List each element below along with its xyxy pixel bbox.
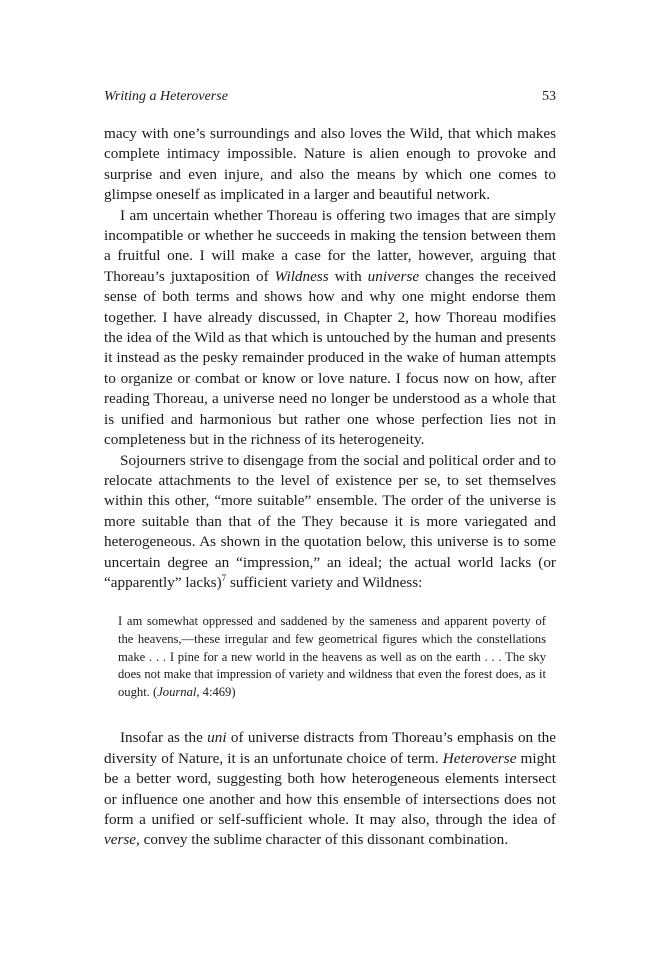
term-uni: uni: [207, 729, 227, 747]
paragraph-3: [104, 451, 556, 594]
paragraph-3-text-b: sufficient variety and Wildness:: [226, 573, 423, 591]
page-number: 53: [542, 89, 556, 104]
paragraph-4: [104, 728, 556, 850]
running-title: Writing a Heteroverse: [104, 89, 228, 104]
footnote-ref[interactable]: 7: [221, 572, 227, 583]
term-universe: universe: [367, 267, 420, 285]
block-quote: [118, 613, 546, 701]
running-head: [104, 88, 556, 106]
paragraph-2-text-b: with: [328, 267, 368, 285]
paragraph-2: [104, 206, 556, 451]
paragraph-2-text-c: changes the received sense of both terms and shows how and why one might endorse them together. I have already discussed, in Chapter 2, how Thoreau modifies the idea of the Wild as that which is untouched by the human and presents it instead as the pesky remainder produced in the wake of human attempts to organize or combat or know or love nature. I focus now on how, after reading Thoreau, a universe need no longer be understood as a whole that is unified and harmonious but rather one whose perfection lies not in completeness but in the richness of its heterogeneity.: [104, 267, 556, 449]
quote-text-b: 4:469): [199, 684, 236, 699]
paragraph-1: macy with one’s surroundings and also loves the Wild, that which makes complete intimacy impossible. Nature is alien enough to provoke and surprise and even injure, and also the means by which one comes to glimpse oneself as implicated in a larger and beautiful network.: [104, 125, 556, 204]
paragraph-4-text-b: of universe distracts from Thoreau’s emphasis on the diversity of Nature, it is an unfortunate choice of term.: [104, 729, 556, 767]
quote-text-a: I am somewhat oppressed and saddened by the sameness and apparent poverty of the heavens,—these irregular and few geometrical figures which the constellations make . . . I pine for a new world in the heavens as well as on the earth . . . The sky does not make that impression of variety and wildness that even the forest does, as it ought. (: [118, 614, 546, 699]
paragraph-2-text-a: I am uncertain whether Thoreau is offering two images that are simply incompatible or whether he succeeds in making the tension between them a fruitful one. I will make a case for the latter, however, arguing that Thoreau’s juxtaposition of: [104, 206, 556, 285]
paragraph-4-text-a: Insofar as the: [120, 729, 208, 747]
quote-source-title: Journal,: [157, 684, 200, 699]
paragraph-4-text-c: might be a better word, suggesting both how heterogeneous elements intersect or influence one another and how this ensemble of intersections does not form a unified or self-sufficient whole. It may also, through the idea of: [104, 749, 556, 828]
paragraph-3-text-a: Sojourners strive to disengage from the social and political order and to relocate attachments to the level of existence per se, to set themselves within this other, “more suitable” ensemble. The order of the universe is more suitable than that of the They because it is more variegated and heterogeneous. As shown in the quotation below, this universe is to some uncertain degree an “impression,” an ideal; the actual world lacks (or “apparently” lacks): [104, 451, 556, 591]
paragraph-4-text-d: convey the sublime character of this dissonant combination.: [139, 831, 509, 849]
body-text: [104, 124, 556, 851]
term-wildness: Wildness: [274, 267, 329, 285]
term-verse: verse,: [104, 831, 140, 849]
term-heteroverse: Heteroverse: [442, 749, 517, 767]
